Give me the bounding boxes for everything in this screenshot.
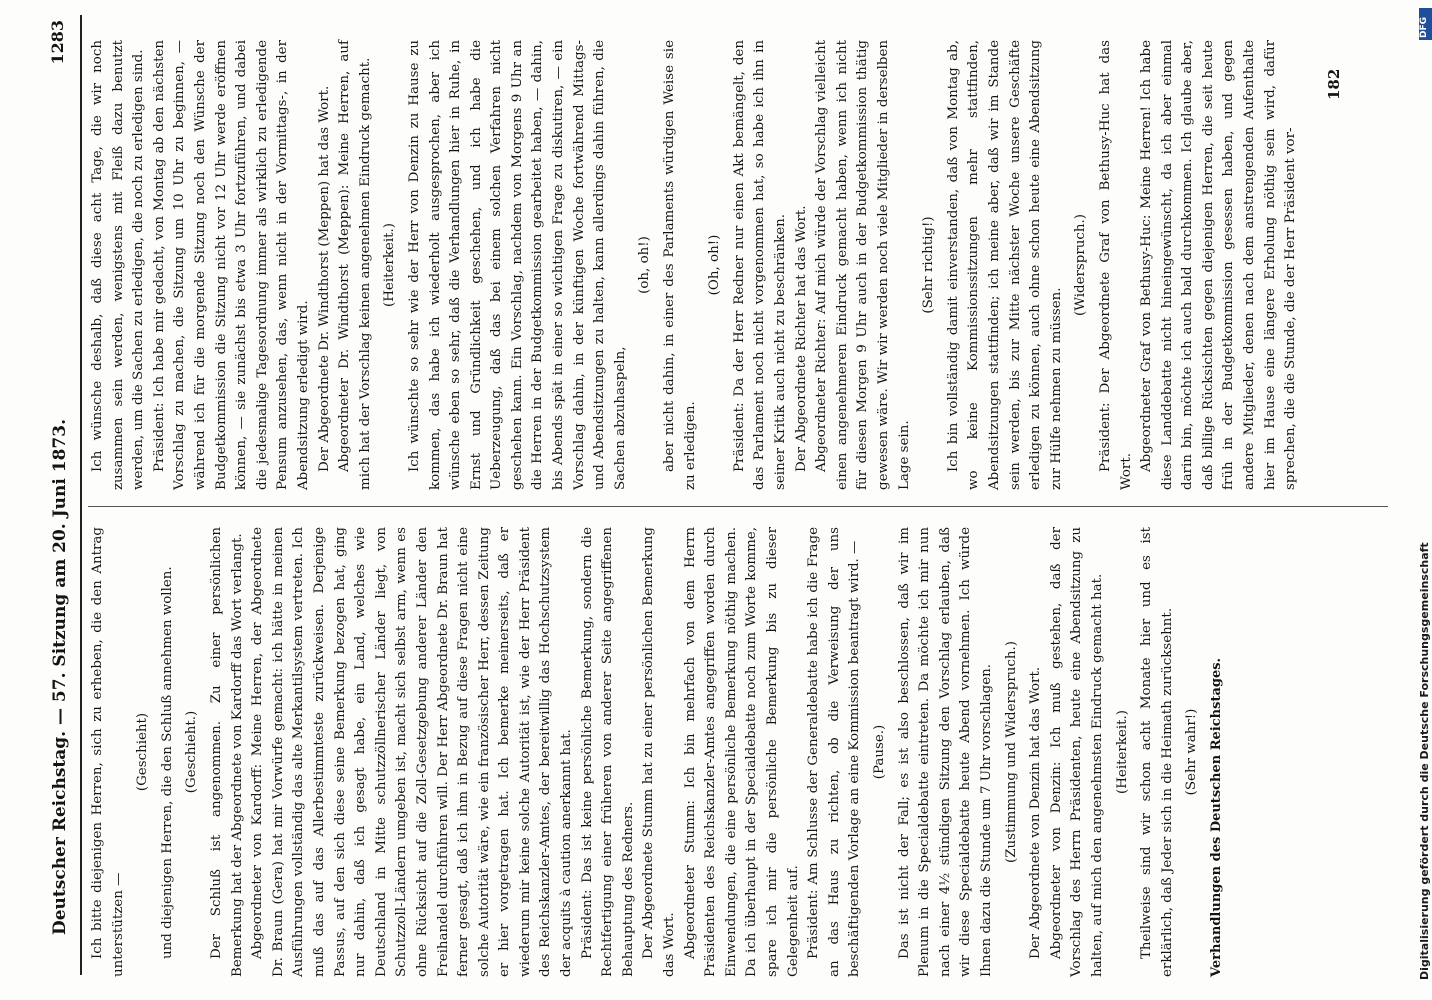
interjection: (Pause.): [871, 724, 887, 780]
paragraph: Abgeordneter von Kardorff: Meine Herren, der Abgeordnete Dr. Braun (Gera) hat mir Vorwürfe gemacht: ich hätte in meinen Ausführungen vollständig das alte Merkantilsystem vertreten. Ich muß das auf das Allerbestimmteste zurückweisen. Derjenige Passus, auf den sich diese seine Bemerkung bezogen hat, ging nur dahin, daß ich gesagt habe, ein Land, welches wie Deutschland in Mitte schutzzöllnerischer Länder liegt, von Schutzzoll-Ländern umgeben ist, macht sich selbst arm, wenn es ohne Rücksicht auf die Zoll-Gesetzgebung anderer Länder den Freihandel durchführen will. Der Herr Abgeordnete Dr. Braun hat ferner gesagt, daß ich ihm in Bezug auf diese Fragen nicht eine solche Autorität wäre, wie ein französischer Herr, dessen Zeitung er hier vorgetragen hat. Ich bemerke meinerseits, daß er wiederum mir keine solche Autorität ist, wie der Herr Präsident des Reichskanzler-Amtes, der bereitwillig das Hochschutzsystem der acquits à caution anerkannt hat.: [250, 527, 575, 977]
paragraph: Präsident: Das ist keine persönliche Bemerkung, sondern die Rechtfertigung einer früheren von anderer Seite angegriffenen Behauptung des Redners.: [579, 527, 636, 977]
interjection: (Heiterkeit.): [1114, 710, 1130, 794]
paragraph: Der Schluß ist angenommen. Zu einer persönlichen Bemerkung hat der Abgeordnete von Kardorff das Wort verlangt.: [208, 527, 245, 977]
paragraph: Abgeordneter von Denzin: Ich muß gestehen, daß der Vorschlag des Herrn Präsidenten, heute eine Abendsitzung zu halten, auf mich den angenehmsten Eindruck gemacht hat.: [1048, 527, 1105, 977]
column-divider: [88, 506, 1388, 507]
paragraph: Ich bitte diejenigen Herren, sich zu erheben, die den Antrag unterstützen —: [90, 527, 126, 977]
paragraph: Der Abgeordnete Dr. Windthorst (Meppen) hat das Wort.: [316, 85, 332, 472]
paragraph: Präsident: Da der Herr Redner nur einen Akt bemängelt, den das Parlament noch nicht vorgenommen hat, so habe ich ihn in seiner Kritik auch nicht zu beschränken.: [731, 40, 788, 490]
paragraph: Ich wünschte so sehr wie der Herr von Denzin zu Hause zu kommen, das habe ich wiederholt ausgesprochen, aber ich wünsche eben so sehr, daß die Verhandlungen hier in Ruhe, in Ernst und Gründlichkeit geschehen, und ich habe die Ueberzeugung, daß das bei einem solchen Verfahren nicht geschehen kann. Ein Vorschlag, nachdem von Morgens 9 Uhr an die Herren in der Budgetkommission gearbeitet haben, — dahin, bis Abends spät in einer so wichtigen Frage zu diskutiren, — ein Vorschlag dahin, in der künftigen Woche fortwährend Mittags- und Abendsitzungen zu halten, kann allerdings dahin führen, die Sachen abzuhaspeln,: [406, 40, 628, 490]
interjection: (Sehr richtig!): [921, 216, 937, 314]
paragraph: Abgeordneter Dr. Windthorst (Meppen): Meine Herren, auf mich hat der Vorschlag keinen angenehmen Eindruck gemacht.: [337, 40, 373, 490]
interjection: (Heiterkeit.): [382, 223, 398, 307]
paragraph: Abgeordneter Graf von Bethusy-Huc: Meine Herren! Ich habe diese Landdebatte nicht hineingewünscht, da ich aber einmal darin bin, möchte ich auch bald durchkommen. Ich glaube aber, daß billige Rücksichten gegen diejenigen Herren, die seit heute früh in der Budgetkommission gesessen haben, und gegen andere Mitglieder, denen nach dem anstrengenden Aufenthalte hier im Hause eine längere Erholung nöthig sein wird, dafür sprechen, die die Stunde, die der Herr Präsident vor-: [1139, 40, 1299, 490]
page-header: [40, 10, 80, 995]
interjection: (Zustimmung und Widerspruch.): [1003, 640, 1019, 864]
paragraph: Abgeordneter Stumm: Ich bin mehrfach von dem Herrn Präsidenten des Reichskanzler-Amtes angegriffen worden durch Einwendungen, die eine persönliche Bemerkung nöthig machen. Da ich überhaupt in der Specialdebatte noch zum Worte komme, spare ich mir die persönliche Bemerkung bis zu dieser Gelegenheit auf.: [682, 527, 801, 977]
interjection: (Sehr wahr!): [1184, 708, 1200, 796]
digitization-note-text: Digitalisierung gefördert durch die Deutsche Forschungsgemeinschaft: [1418, 542, 1431, 980]
paragraph: und diejenigen Herren, die den Schluß annehmen wollen.: [159, 566, 175, 959]
paragraph: Ich wünsche deshalb, daß diese acht Tage, die wir noch zusammen sein werden, wenigstens mit Fleiß dazu benutzt werden, um die Sachen zu erledigen, die noch zu erledigen sind.: [90, 40, 147, 490]
paragraph: Abgeordneter Richter: Auf mich würde der Vorschlag vielleicht einen angenehmeren Eindruck gemacht haben, wenn ich nicht für diesen Morgen 9 Uhr auch in der Budgetkommission thätig gewesen wäre. Wir wir werden noch viele Mitglieder in derselben Lage sein.: [814, 40, 912, 490]
paragraph: Präsident: Der Abgeordnete Graf von Bethusy-Huc hat das Wort.: [1097, 40, 1134, 490]
paragraph: Ich bin vollständig damit einverstanden, daß von Montag ab, wo keine Kommissionssitzungen mehr stattfinden, Abendsitzungen stattfinden; ich meine aber, daß wir im Stande sein werden, bis zur Mitte nächster Woche unsere Geschäfte erledigen zu können, auch ohne schon heute eine Abendsitzung zur Hülfe nehmen zu müssen.: [945, 40, 1064, 490]
interjection: (Geschieht): [135, 712, 151, 792]
page-number: 1283: [48, 20, 67, 65]
printed-page: [40, 10, 1395, 995]
paragraph: aber nicht dahin, in einer des Parlaments würdigen Weise sie zu erledigen.: [662, 40, 698, 490]
paragraph: Der Abgeordnete Richter hat das Wort.: [793, 205, 809, 472]
interjection: (Geschieht.): [184, 710, 200, 794]
interjection: (Oh, oh!): [707, 234, 723, 296]
running-head: Deutscher Reichstag. — 57. Sitzung am 20. Juni 1873.: [50, 419, 70, 935]
header-rule: [80, 15, 82, 975]
paragraph: Theilweise sind wir schon acht Monate hier und es ist erklärlich, daß Jeder sich in die Heimath zurücksehnt.: [1139, 527, 1175, 977]
page-footer-title: Verhandlungen des Deutschen Reichstages.: [1208, 657, 1224, 977]
digitization-note: [1418, 20, 1432, 980]
interjection: (Widerspruch.): [1073, 214, 1089, 317]
right-column: [88, 40, 1302, 490]
dfg-badge-label: DFG: [1419, 16, 1429, 38]
paragraph: Präsident: Ich habe mir gedacht, von Montag ab den nächsten Vorschlag zu machen, die Sitzung um 10 Uhr zu beginnen, — während ich für die morgende Sitzung noch den Wünsche der Budgetkommission die Sitzung nicht vor 12 Uhr werde eröffnen können, — sie zunächst bis etwa 3 Uhr fortzuführen, und dabei die jedesmalige Tagesordnung immer als wirklich zu erledigende Pensum anzusehen, das, wenn nicht in der Vormittags-, in der Abendsitzung erledigt wird.: [151, 40, 311, 490]
paragraph: Das ist nicht der Fall; es ist also beschlossen, daß wir im Plenum in die Specialdebatte eintreten. Da möchte ich mir nun nach einer 4½ stündigen Sitzung den Vorschlag erlauben, daß wir diese Specialdebatte heute Abend vornehmen. Ich würde Ihnen dazu die Stunde um 7 Uhr vorschlagen.: [896, 527, 994, 977]
paragraph: Präsident: Am Schlusse der Generaldebatte habe ich die Frage an das Haus zu richten, ob die Verweisung der uns beschäftigenden Vorlage an eine Kommission beantragt wird. —: [806, 527, 863, 977]
signature-mark: 182: [1325, 68, 1343, 100]
interjection: (oh, oh!): [637, 236, 653, 294]
paragraph: Der Abgeordnete von Denzin hat das Wort.: [1028, 666, 1044, 959]
paragraph: Der Abgeordnete Stumm hat zu einer persönlichen Bemerkung das Wort.: [641, 527, 678, 977]
left-column: [88, 527, 1227, 977]
